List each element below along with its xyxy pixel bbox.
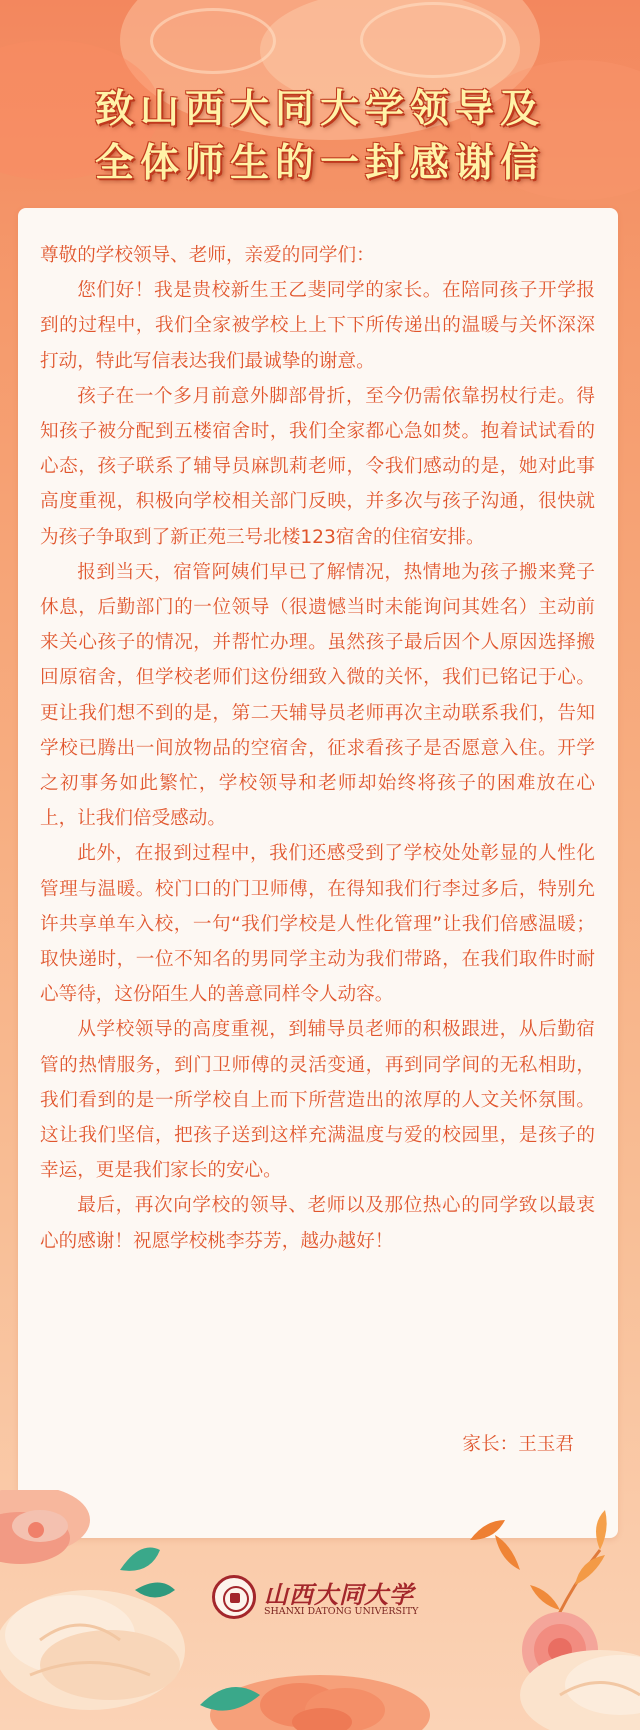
letter-greeting: 尊敬的学校领导、老师，亲爱的同学们： (40, 245, 375, 266)
footer-floral (0, 1490, 640, 1730)
leaf-icon (120, 1548, 175, 1598)
letter-body (40, 238, 595, 1259)
peony-flower-icon (0, 1490, 90, 1564)
page-title-line1: 致山西大同大学领导及 (94, 86, 545, 132)
letter-paragraph: 从学校领导的高度重视，到辅导员老师的积极跟进，从后勤宿管的热情服务，到门卫师傅的灵活变通，再到同学间的无私相助，我们看到的是一所学校自上而下所营造出的浓厚的人文关怀氛围。这让我们坚信，把孩子送到这样充满温度与爱的校园里，是孩子的幸运，更是我们家长的安心。 (40, 1019, 595, 1182)
letter-signature: 家长：王玉君 (462, 1434, 574, 1455)
university-seal-icon (212, 1575, 256, 1619)
swirl-decoration (150, 8, 276, 74)
page-title-line2: 全体师生的一封感谢信 (94, 140, 545, 186)
cream-peony-icon (0, 1590, 185, 1710)
header-banner (0, 0, 640, 205)
university-logo-name: 山西大同大学 (264, 1580, 414, 1609)
swirl-decoration (360, 2, 506, 78)
letter-paragraph: 您们好！我是贵校新生王乙斐同学的家长。在陪同孩子开学报到的过程中，我们全家被学校上上下下所传递出的温暖与关怀深深打动，特此写信表达我们最诚挚的谢意。 (40, 280, 595, 372)
letter-paragraph: 报到当天，宿管阿姨们早已了解情况，热情地为孩子搬来凳子休息，后勤部门的一位领导（很遗憾当时未能询问其姓名）主动前来关心孩子的情况，并帮忙办理。虽然孩子最后因个人原因选择搬回原宿舍，但学校老师们这份细致入微的关怀，我们已铭记于心。更让我们想不到的是，第二天辅导员老师再次主动联系我们，告知学校已腾出一间放物品的空宿舍，征求看孩子是否愿意入住。开学之初事务如此繁忙，学校领导和老师却始终将孩子的困难放在心上，让我们倍受感动。 (40, 561, 595, 830)
letter-card (18, 208, 618, 1538)
letter-paragraph: 最后，再次向学校的领导、老师以及那位热心的同学致以最衷心的感谢！祝愿学校桃李芬芳，越办越好！ (40, 1195, 595, 1252)
university-logo-english: SHANXI DATONG UNIVERSITY (264, 1606, 419, 1617)
letter-paragraph: 孩子在一个多月前意外脚部骨折，至今仍需依靠拐杖行走。得知孩子被分配到五楼宿舍时，我们全家都心急如焚。抱着试试看的心态，孩子联系了辅导员麻凯莉老师，令我们感动的是，她对此事高度重视，积极向学校相关部门反映，并多次与孩子沟通，很快就为孩子争取到了新正苑三号北楼123宿舍的住宿安排。 (40, 385, 595, 548)
university-logo (212, 1575, 432, 1623)
letter-paragraph: 此外，在报到过程中，我们还感受到了学校处处彰显的人性化管理与温暖。校门口的门卫师傅，在得知我们行李过多后，特别允许共享单车入校，一句“我们学校是人性化管理”让我们倍感温暖；取快递时，一位不知名的男同学主动为我们带路，在我们取件时耐心等待，这份陌生人的善意同样令人动容。 (40, 843, 595, 1006)
